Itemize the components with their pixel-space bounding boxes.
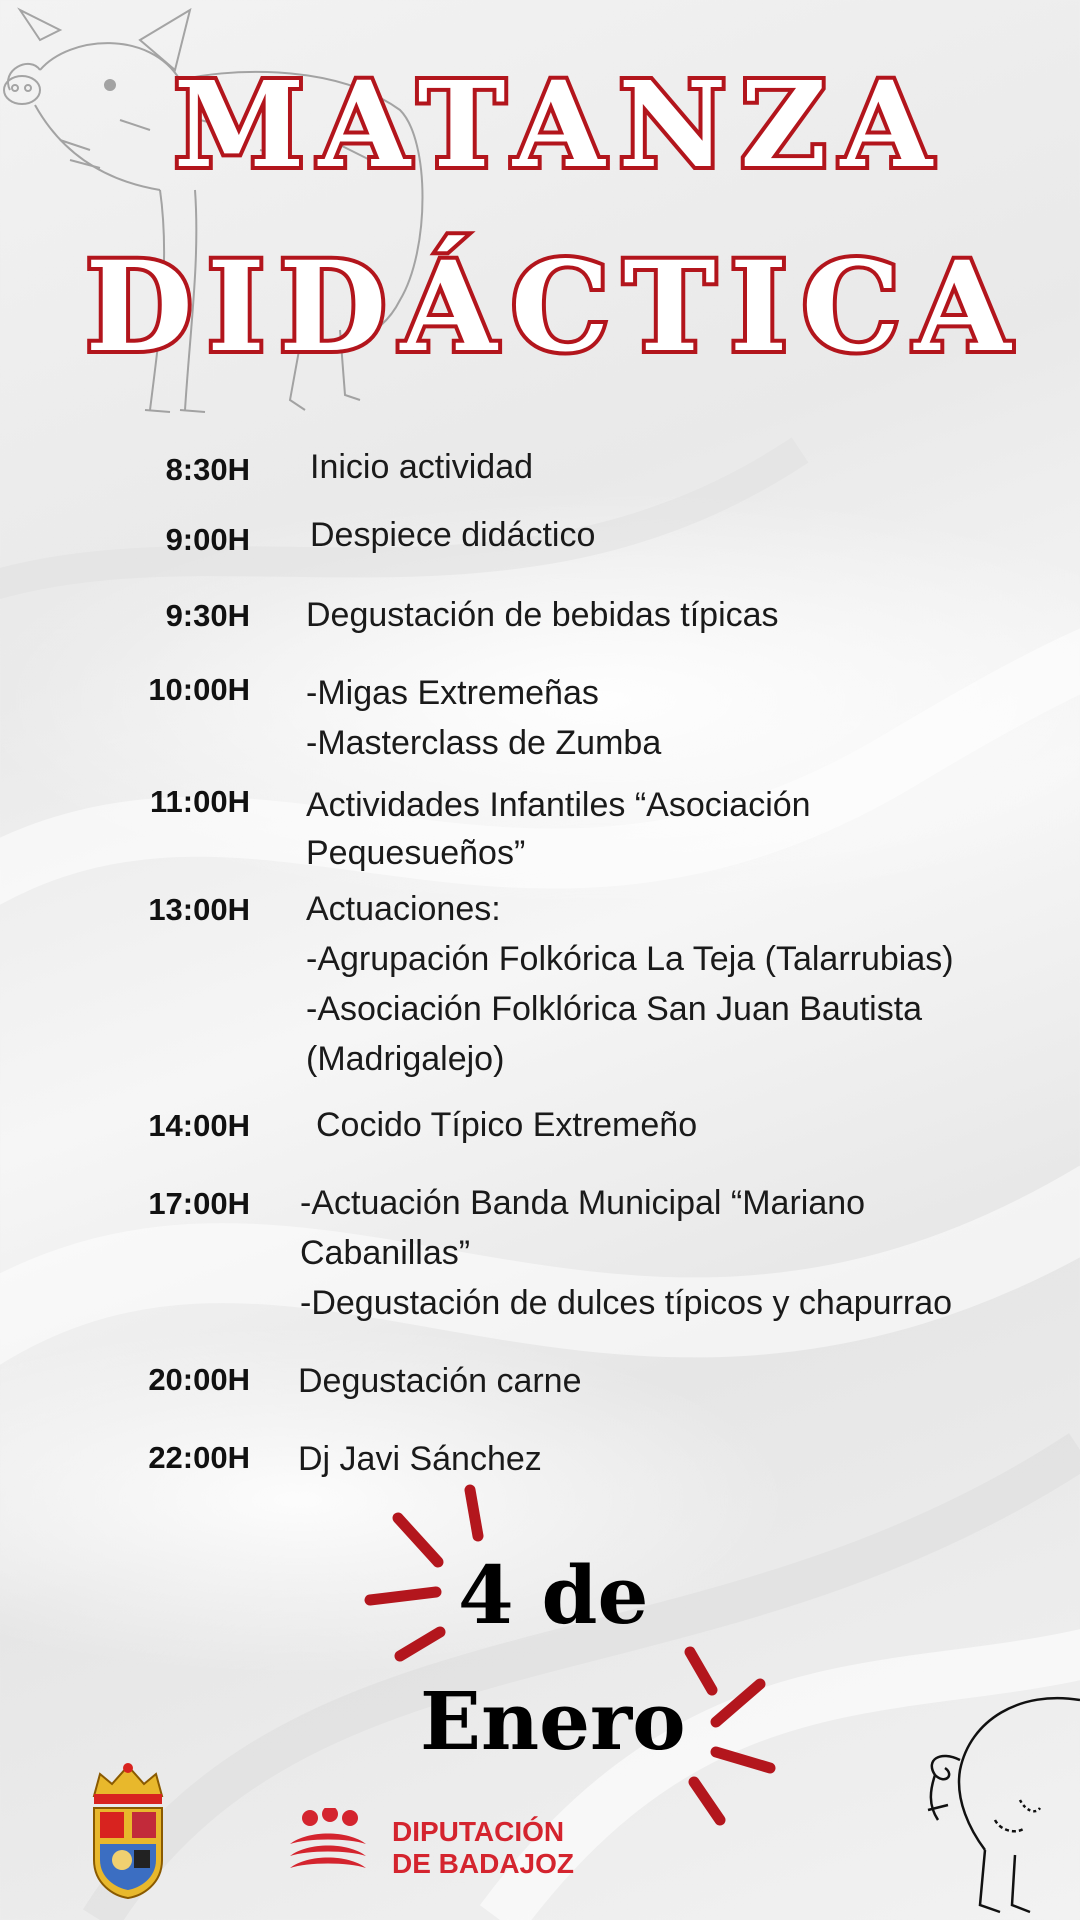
date-line-2: Enero	[420, 1674, 686, 1768]
schedule-time: 9:00H	[165, 522, 250, 557]
schedule-time: 13:00H	[148, 892, 250, 927]
schedule-time: 11:00H	[150, 784, 250, 819]
schedule-desc-line: Dj Javi Sánchez	[298, 1440, 542, 1478]
schedule-time: 14:00H	[148, 1108, 250, 1143]
schedule-desc-line: Inicio actividad	[310, 448, 534, 486]
schedule-time: 20:00H	[148, 1362, 250, 1397]
schedule-desc-line: (Madrigalejo)	[306, 1040, 505, 1078]
municipal-crest	[86, 1760, 170, 1902]
schedule-desc-line: -Masterclass de Zumba	[306, 724, 662, 762]
schedule-time: 9:30H	[165, 598, 250, 633]
schedule-time: 10:00H	[148, 672, 250, 707]
schedule-desc-line: Cocido Típico Extremeño	[316, 1106, 698, 1144]
schedule-desc-line: -Migas Extremeñas	[306, 674, 599, 712]
pig-rear-illustration	[900, 1680, 1080, 1920]
schedule-desc-line: -Asociación Folklórica San Juan Bautista	[306, 990, 923, 1028]
schedule-desc-line: -Agrupación Folkórica La Teja (Talarrubias)	[306, 940, 954, 978]
schedule-desc-line: -Degustación de dulces típicos y chapurrao	[300, 1284, 953, 1322]
schedule-desc-line: -Actuación Banda Municipal “Mariano	[300, 1184, 866, 1222]
schedule-desc-line: Pequesueños”	[306, 834, 526, 872]
schedule-desc-line: Despiece didáctico	[310, 516, 596, 554]
schedule-time: 22:00H	[148, 1440, 250, 1475]
sponsor-line-1: DIPUTACIÓN	[392, 1816, 565, 1847]
schedule-desc-line: Degustación carne	[298, 1362, 582, 1400]
title-line-1: MATANZA	[173, 55, 947, 194]
schedule-desc-line: Degustación de bebidas típicas	[306, 596, 779, 634]
diputacion-logo	[288, 1808, 368, 1878]
schedule-desc-line: Actividades Infantiles “Asociación	[306, 786, 811, 824]
schedule-time: 17:00H	[148, 1186, 250, 1221]
schedule-desc-line: Cabanillas”	[300, 1234, 471, 1272]
date-line-1: 4 de	[458, 1548, 649, 1642]
schedule-desc-line: Actuaciones:	[306, 890, 501, 928]
sponsor-line-2: DE BADAJOZ	[392, 1848, 575, 1879]
schedule-time: 8:30H	[165, 452, 250, 487]
title-line-2: DIDÁCTICA	[85, 235, 1025, 380]
